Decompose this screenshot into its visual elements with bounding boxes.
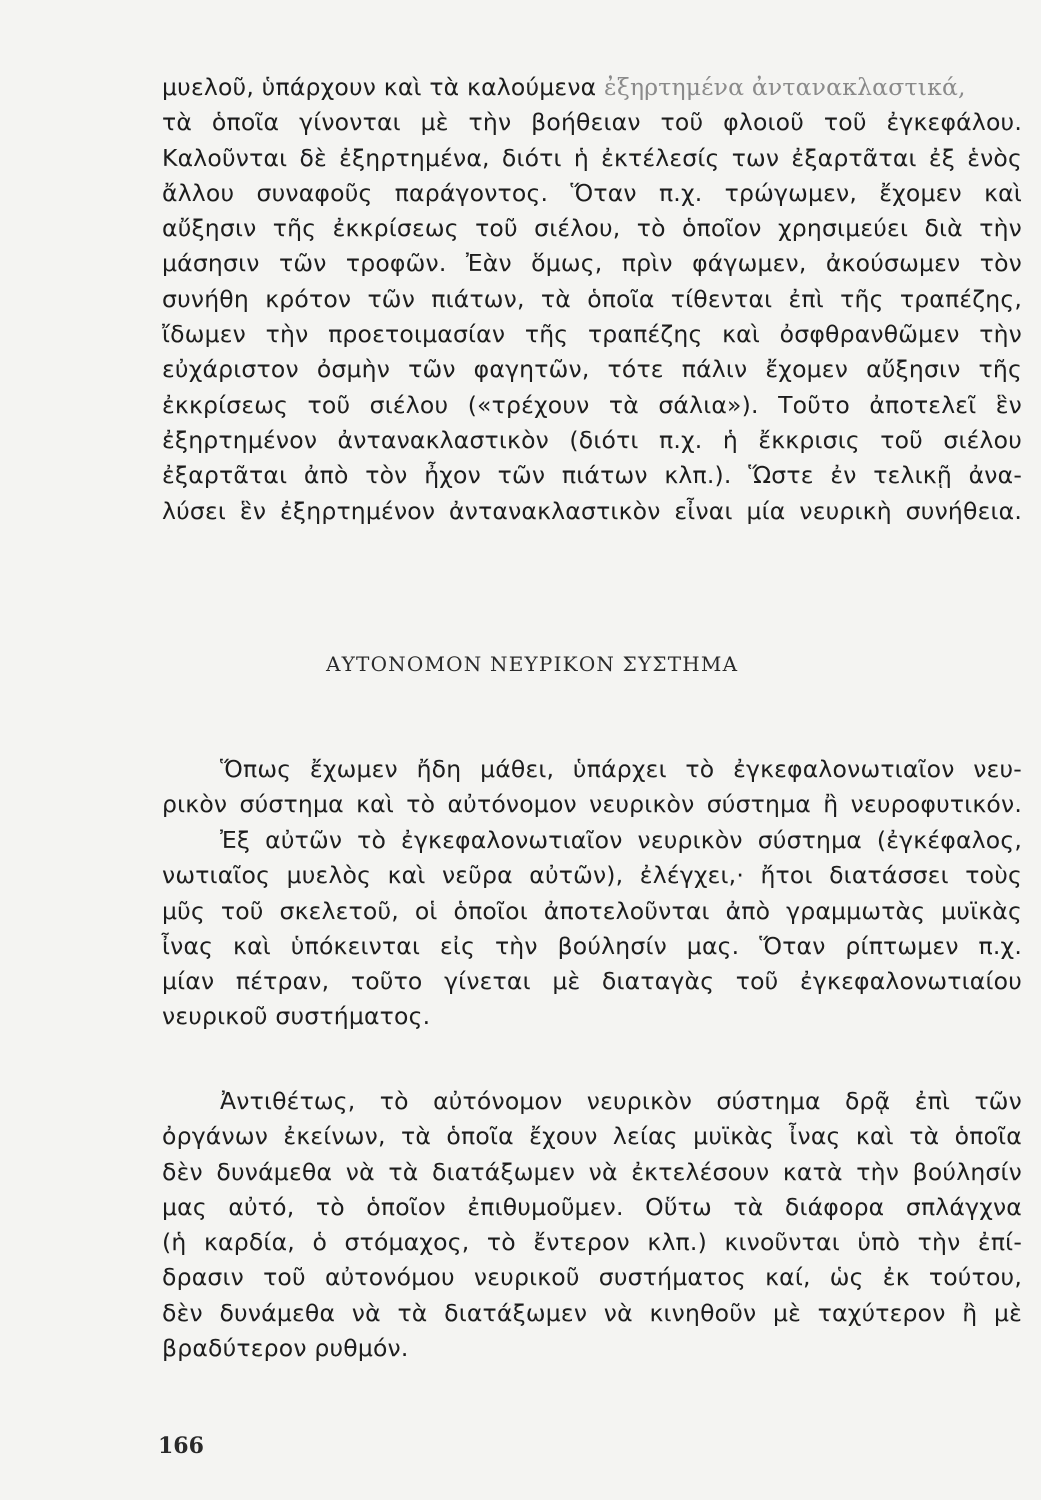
text-line: ὀργάνων ἐκείνων, τὰ ὁποῖα ἔχουν λείας μυϊκὰς ἶνας καὶ τὰ ὁποῖα [162, 1122, 1022, 1151]
faded-bleed-text: ἐξηρτημένα ἀντανακλαστικά, [604, 73, 966, 101]
text-line: Ἐξ αὐτῶν τὸ ἐγκεφαλονωτιαῖον νευρικὸν σύστημα (ἐγκέφαλος, [220, 826, 1022, 854]
text-line: Καλοῦνται δὲ ἐξηρτημένα, διότι ἡ ἐκτέλεσίς των ἐξαρτᾶται ἐξ ἑνὸς [162, 143, 1022, 172]
text-line: ρικὸν σύστημα καὶ τὸ αὐτόνομον νευρικὸν σύστημα ἢ νευροφυτικόν. [162, 790, 1022, 819]
text-line: ἐξαρτᾶται ἀπὸ τὸν ἦχον τῶν πιάτων κλπ.). Ὥστε ἐν τελικῇ ἀνα- [162, 461, 1022, 490]
text-line: δὲν δυνάμεθα νὰ τὰ διατάξωμεν νὰ ἐκτελέσουν κατὰ τὴν βούλησίν [162, 1157, 1022, 1186]
text-line: λύσει ἓν ἐξηρτημένον ἀντανακλαστικὸν εἶναι μία νευρικὴ συνήθεια. [162, 496, 1022, 525]
text-line: (ἡ καρδία, ὁ στόμαχος, τὸ ἔντερον κλπ.) κινοῦνται ὑπὸ τὴν ἐπί- [162, 1228, 1022, 1257]
text-line: βραδύτερον ρυθμόν. [162, 1334, 409, 1363]
text-line: νωτιαῖος μυελὸς καὶ νεῦρα αὐτῶν), ἐλέγχει,· ἤτοι διατάσσει τοὺς [162, 861, 1022, 890]
text-line: Ὅπως ἔχωμεν ἤδη μάθει, ὑπάρχει τὸ ἐγκεφαλονωτιαῖον νευ- [220, 755, 1022, 783]
text-line: συνήθη κρότον τῶν πιάτων, τὰ ὁποῖα τίθενται ἐπὶ τῆς τραπέζης, [162, 284, 1022, 313]
text-line: ἴδωμεν τὴν προετοιμασίαν τῆς τραπέζης καὶ ὀσφθρανθῶμεν τὴν [162, 320, 1022, 349]
text-line: μας αὐτό, τὸ ὁποῖον ἐπιθυμοῦμεν. Οὕτω τὰ διάφορα σπλάγχνα [162, 1192, 1022, 1221]
text-line: μῦς τοῦ σκελετοῦ, οἱ ὁποῖοι ἀποτελοῦνται ἀπὸ γραμμωτὰς μυϊκὰς [162, 896, 1022, 925]
text-line: αὔξησιν τῆς ἐκκρίσεως τοῦ σιέλου, τὸ ὁποῖον χρησιμεύει διὰ τὴν [162, 214, 1022, 243]
text-line: μίαν πέτραν, τοῦτο γίνεται μὲ διαταγὰς τοῦ ἐγκεφαλονωτιαίου [162, 967, 1022, 996]
text-line: μυελοῦ, ὑπάρχουν καὶ τὰ καλούμενα ἐξηρτημένα ἀντανακλαστικά, [162, 73, 966, 101]
text-line: ἐκκρίσεως τοῦ σιέλου («τρέχουν τὰ σάλια»). Τοῦτο ἀποτελεῖ ἓν [162, 390, 1022, 419]
paragraph-cerebrospinal [162, 823, 1022, 1035]
text-line: δὲν δυνάμεθα νὰ τὰ διατάξωμεν νὰ κινηθοῦν μὲ ταχύτερον ἢ μὲ [162, 1298, 1022, 1327]
paragraph-autonomic [162, 1084, 1022, 1366]
text-line: εὐχάριστον ὀσμὴν τῶν φαγητῶν, τότε πάλιν ἔχομεν αὔξησιν τῆς [162, 355, 1022, 384]
text-line: τὰ ὁποῖα γίνονται μὲ τὴν βοήθειαν τοῦ φλοιοῦ τοῦ ἐγκεφάλου. [162, 108, 1022, 137]
text-line: ἐξηρτημένον ἀντανακλαστικὸν (διότι π.χ. ἡ ἔκκρισις τοῦ σιέλου [162, 425, 1022, 454]
text-line: νευρικοῦ συστήματος. [162, 1002, 431, 1031]
paragraph-intro [162, 752, 1022, 823]
text-line: ἶνας καὶ ὑπόκεινται εἰς τὴν βούλησίν μας. Ὅταν ρίπτωμεν π.χ. [162, 931, 1022, 960]
text-line: ἄλλου συναφοῦς παράγοντος. Ὅταν π.χ. τρώγωμεν, ἔχομεν καὶ [162, 178, 1022, 207]
text-line: δρασιν τοῦ αὐτονόμου νευρικοῦ συστήματος καί, ὡς ἐκ τούτου, [162, 1263, 1022, 1292]
text-line: Ἀντιθέτως, τὸ αὐτόνομον νευρικὸν σύστημα δρᾷ ἐπὶ τῶν [220, 1087, 1022, 1115]
paragraph-conditioned-reflex [162, 70, 1022, 529]
text-line: μάσησιν τῶν τροφῶν. Ἐὰν ὅμως, πρὶν φάγωμεν, ἀκούσωμεν τὸν [162, 249, 1022, 278]
page-number: 166 [158, 1433, 204, 1459]
section-heading: ΑΥΤΟΝΟΜΟΝ ΝΕΥΡΙΚΟΝ ΣΥΣΤΗΜΑ [326, 652, 739, 676]
